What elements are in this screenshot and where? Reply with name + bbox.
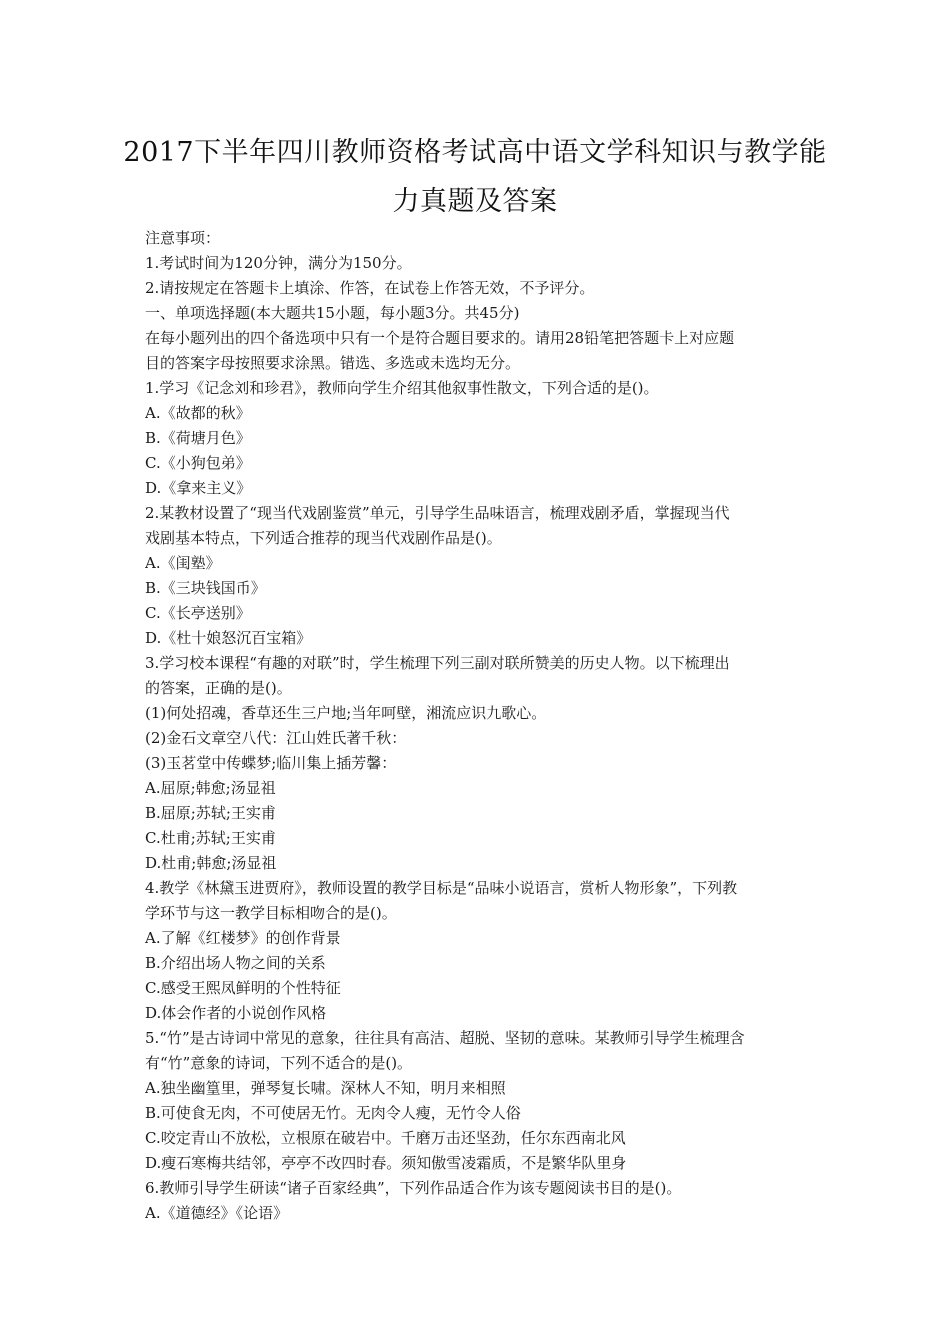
document-body [145,226,815,1226]
answer-option: C.《长亭送别》 [145,604,251,622]
answer-option: C.咬定青山不放松，立根原在破岩中。千磨万击还坚劲，任尔东西南北风 [145,1129,626,1147]
couplet-text: (3)玉茗堂中传蝶梦;临川集上插芳馨： [145,754,397,772]
notice-heading: 注意事项： [145,229,221,247]
question-text: 4.教学《林黛玉进贾府》，教师设置的教学目标是“品味小说语言，赏析人物形象”，下列教 [145,879,738,897]
answer-option: A.《故都的秋》 [145,404,251,422]
question-text: 3.学习校本课程“有趣的对联”时，学生梳理下列三副对联所赞美的历史人物。以下梳理出 [145,654,730,672]
answer-option: B.介绍出场人物之间的关系 [145,954,326,972]
answer-option: D.《拿来主义》 [145,479,252,497]
couplet-text: (2)金石文章空八代：江山姓氏著千秋： [145,729,407,747]
question-text: 的答案，正确的是()。 [145,679,292,697]
question-text: 戏剧基本特点，下列适合推荐的现当代戏剧作品是()。 [145,529,502,547]
question-text: 2.某教材设置了“现当代戏剧鉴赏”单元，引导学生品味语言，梳理戏剧矛盾，掌握现当代 [145,504,730,522]
answer-option: A.了解《红楼梦》的创作背景 [145,929,341,947]
question-text: 有“竹”意象的诗词，下列不适合的是()。 [145,1054,413,1072]
question-text: 学环节与这一教学目标相吻合的是()。 [145,904,397,922]
answer-option: C.感受王熙凤鲜明的个性特征 [145,979,341,997]
answer-option: D.杜甫;韩愈;汤显祖 [145,854,277,872]
notice-item: 2.请按规定在答题卡上填涂、作答，在试卷上作答无效，不予评分。 [145,279,595,297]
answer-option: A.屈原;韩愈;汤显祖 [145,779,276,797]
question-text: 6.教师引导学生研读“诸子百家经典”，下列作品适合作为该专题阅读书目的是()。 [145,1179,682,1197]
answer-option: D.体会作者的小说创作风格 [145,1004,327,1022]
answer-option: B.《三块钱国币》 [145,579,266,597]
document-title-line-1: 2017下半年四川教师资格考试高中语文学科知识与教学能 [123,137,827,168]
question-text: 5.“竹”是古诗词中常见的意象，往往具有高洁、超脱、坚韧的意味。某教师引导学生梳理含 [145,1029,745,1047]
answer-option: B.《荷塘月色》 [145,429,251,447]
section-instruction: 在每小题列出的四个备选项中只有一个是符合题目要求的。请用28铅笔把答题卡上对应题 [145,329,735,347]
answer-option: C.杜甫;苏轼;王实甫 [145,829,276,847]
question-text: 1.学习《记念刘和珍君》，教师向学生介绍其他叙事性散文，下列合适的是()。 [145,379,659,397]
couplet-text: (1)何处招魂，香草还生三户地;当年呵壁，湘流应识九歌心。 [145,704,547,722]
answer-option: C.《小狗包弟》 [145,454,251,472]
answer-option: A.《道德经》《论语》 [145,1204,289,1222]
answer-option: B.可使食无肉，不可使居无竹。无肉令人瘦，无竹令人俗 [145,1104,521,1122]
answer-option: D.《杜十娘怒沉百宝箱》 [145,629,312,647]
section-instruction: 目的答案字母按照要求涂黑。错选、多选或未选均无分。 [145,354,521,372]
answer-option: B.屈原;苏轼;王实甫 [145,804,276,822]
answer-option: A.《闺塾》 [145,554,221,572]
answer-option: D.瘦石寒梅共结邻，亭亭不改四时春。须知傲雪凌霜质，不是繁华队里身 [145,1154,627,1172]
section-heading: 一、单项选择题(本大题共15小题，每小题3分。共45分) [145,304,520,322]
notice-item: 1.考试时间为120分钟，满分为150分。 [145,254,412,272]
answer-option: A.独坐幽篁里，弹琴复长啸。深林人不知，明月来相照 [145,1079,506,1097]
document-title-line-2: 力真题及答案 [392,186,558,217]
